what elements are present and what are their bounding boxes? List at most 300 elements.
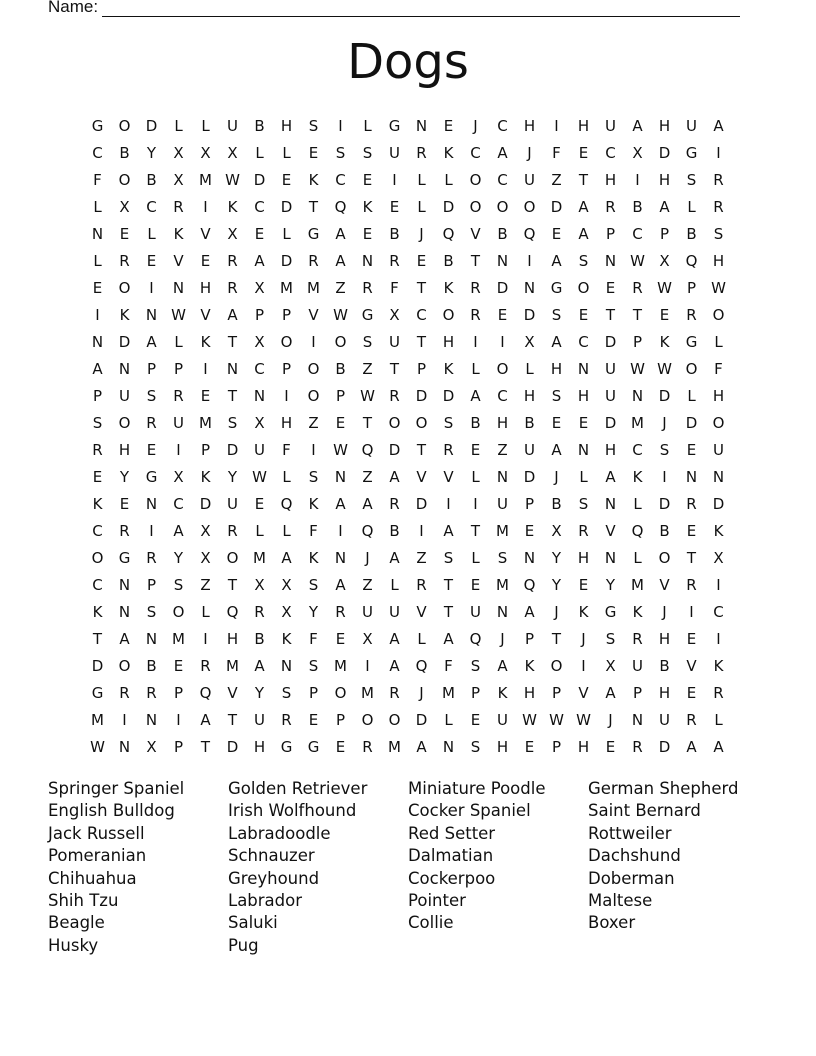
grid-letter: T xyxy=(416,440,427,459)
grid-letter: R xyxy=(713,683,724,702)
grid-letter: K xyxy=(227,197,238,216)
grid-letter: H xyxy=(253,737,266,756)
word-list-item: Pointer xyxy=(408,890,466,910)
grid-letter: N xyxy=(577,440,590,459)
grid-letter: R xyxy=(146,413,157,432)
grid-letter: S xyxy=(308,467,319,486)
grid-letter: O xyxy=(307,359,320,378)
grid-letter: A xyxy=(632,116,643,135)
grid-letter: B xyxy=(632,197,643,216)
grid-letter: T xyxy=(470,521,481,540)
grid-letter: A xyxy=(659,197,670,216)
grid-letter: C xyxy=(497,170,508,189)
grid-letter: V xyxy=(443,467,454,486)
name-underline xyxy=(102,0,740,17)
grid-letter: E xyxy=(470,440,481,459)
grid-letter: R xyxy=(119,683,130,702)
grid-letter: D xyxy=(280,197,293,216)
grid-letter: W xyxy=(225,170,240,189)
grid-letter: H xyxy=(523,386,536,405)
grid-letter: Q xyxy=(523,575,536,594)
grid-letter: U xyxy=(389,143,400,162)
grid-letter: T xyxy=(632,305,643,324)
grid-letter: R xyxy=(470,305,481,324)
grid-letter: T xyxy=(227,710,238,729)
grid-letter: F xyxy=(714,359,723,378)
grid-letter: R xyxy=(227,251,238,270)
grid-letter: L xyxy=(282,467,291,486)
grid-letter: H xyxy=(658,170,671,189)
grid-letter: N xyxy=(712,467,725,486)
grid-letter: O xyxy=(415,413,428,432)
grid-letter: T xyxy=(362,413,373,432)
grid-letter: L xyxy=(633,494,642,513)
grid-letter: O xyxy=(577,278,590,297)
grid-letter: Y xyxy=(551,548,562,567)
grid-letter: R xyxy=(281,710,292,729)
grid-letter: I xyxy=(527,251,532,270)
grid-letter: K xyxy=(92,494,103,513)
grid-letter: U xyxy=(389,332,400,351)
grid-letter: O xyxy=(442,305,455,324)
grid-letter: R xyxy=(686,575,697,594)
grid-letter: P xyxy=(524,494,535,513)
grid-letter: X xyxy=(389,305,400,324)
grid-letter: U xyxy=(524,170,535,189)
grid-letter: R xyxy=(362,278,373,297)
grid-letter: W xyxy=(90,737,105,756)
grid-letter: D xyxy=(226,440,239,459)
grid-letter: L xyxy=(714,332,723,351)
grid-letter: D xyxy=(388,440,401,459)
grid-letter: B xyxy=(389,224,400,243)
grid-letter: A xyxy=(713,116,724,135)
word-list-item: Greyhound xyxy=(228,868,320,888)
grid-letter: N xyxy=(523,548,536,567)
grid-letter: X xyxy=(200,143,211,162)
grid-letter: V xyxy=(659,575,670,594)
grid-letter: W xyxy=(522,710,537,729)
grid-letter: S xyxy=(443,548,454,567)
grid-letter: E xyxy=(92,467,103,486)
grid-letter: R xyxy=(119,521,130,540)
grid-letter: A xyxy=(335,251,346,270)
grid-letter: P xyxy=(92,386,103,405)
grid-letter: J xyxy=(473,116,478,135)
grid-letter: H xyxy=(577,116,590,135)
grid-letter: X xyxy=(659,251,670,270)
grid-letter: W xyxy=(657,359,672,378)
grid-letter: P xyxy=(416,359,427,378)
grid-letter: Q xyxy=(361,440,374,459)
grid-letter: E xyxy=(470,710,481,729)
grid-row xyxy=(84,679,732,706)
grid-letter: R xyxy=(632,737,643,756)
grid-letter: C xyxy=(497,386,508,405)
grid-letter: M xyxy=(253,548,266,567)
grid-letter: T xyxy=(200,737,211,756)
grid-letter: R xyxy=(416,575,427,594)
grid-letter: N xyxy=(631,386,644,405)
grid-letter: V xyxy=(470,224,481,243)
grid-letter: D xyxy=(415,494,428,513)
grid-letter: E xyxy=(362,170,373,189)
grid-letter: M xyxy=(496,521,509,540)
grid-letter: A xyxy=(92,359,103,378)
grid-letter: I xyxy=(122,710,127,729)
grid-letter: L xyxy=(471,467,480,486)
grid-letter: X xyxy=(254,413,265,432)
grid-letter: Y xyxy=(146,143,157,162)
grid-row xyxy=(84,301,732,328)
grid-letter: L xyxy=(390,575,399,594)
grid-letter: R xyxy=(389,251,400,270)
grid-letter: L xyxy=(687,197,696,216)
grid-letter: G xyxy=(685,332,698,351)
grid-letter: P xyxy=(173,737,184,756)
grid-letter: M xyxy=(91,710,104,729)
grid-letter: P xyxy=(605,224,616,243)
grid-letter: D xyxy=(442,197,455,216)
grid-letter: N xyxy=(604,548,617,567)
grid-letter: E xyxy=(524,737,535,756)
grid-letter: N xyxy=(145,494,158,513)
grid-letter: S xyxy=(362,332,373,351)
grid-row xyxy=(84,652,732,679)
grid-letter: S xyxy=(308,656,319,675)
grid-letter: K xyxy=(92,602,103,621)
grid-letter: S xyxy=(470,656,481,675)
grid-letter: D xyxy=(658,494,671,513)
grid-letter: J xyxy=(581,629,586,648)
grid-letter: O xyxy=(226,548,239,567)
grid-letter: A xyxy=(227,305,238,324)
grid-letter: F xyxy=(309,629,318,648)
grid-letter: U xyxy=(659,710,670,729)
grid-letter: S xyxy=(173,575,184,594)
grid-letter: Y xyxy=(308,602,319,621)
grid-letter: P xyxy=(632,332,643,351)
grid-letter: Q xyxy=(361,521,374,540)
page-title: Dogs xyxy=(347,34,469,90)
grid-letter: X xyxy=(713,548,724,567)
grid-letter: I xyxy=(176,440,181,459)
grid-letter: E xyxy=(443,116,454,135)
grid-letter: T xyxy=(227,386,238,405)
grid-letter: I xyxy=(149,278,154,297)
grid-letter: M xyxy=(199,170,212,189)
grid-letter: O xyxy=(496,359,509,378)
grid-letter: U xyxy=(227,116,238,135)
grid-letter: R xyxy=(686,710,697,729)
grid-letter: U xyxy=(632,656,643,675)
grid-letter: E xyxy=(605,737,616,756)
grid-letter: K xyxy=(308,170,319,189)
grid-letter: N xyxy=(226,359,239,378)
grid-letter: X xyxy=(605,656,616,675)
grid-letter: B xyxy=(497,224,508,243)
grid-letter: C xyxy=(146,197,157,216)
grid-letter: I xyxy=(662,467,667,486)
grid-letter: I xyxy=(338,521,343,540)
grid-letter: C xyxy=(605,143,616,162)
grid-letter: F xyxy=(390,278,399,297)
grid-letter: F xyxy=(444,656,453,675)
grid-letter: A xyxy=(119,629,130,648)
grid-letter: F xyxy=(93,170,102,189)
grid-letter: H xyxy=(658,629,671,648)
grid-row xyxy=(84,517,732,544)
grid-letter: X xyxy=(146,737,157,756)
grid-letter: W xyxy=(630,251,645,270)
grid-letter: R xyxy=(686,305,697,324)
grid-letter: O xyxy=(388,413,401,432)
grid-letter: W xyxy=(657,278,672,297)
grid-letter: B xyxy=(470,413,481,432)
grid-letter: T xyxy=(578,170,589,189)
grid-letter: P xyxy=(146,575,157,594)
grid-letter: S xyxy=(92,413,103,432)
grid-letter: U xyxy=(173,413,184,432)
grid-letter: U xyxy=(605,386,616,405)
grid-row xyxy=(84,409,732,436)
grid-letter: C xyxy=(578,332,589,351)
grid-letter: U xyxy=(362,602,373,621)
grid-letter: Z xyxy=(362,575,373,594)
grid-letter: T xyxy=(416,332,427,351)
grid-letter: M xyxy=(631,413,644,432)
grid-letter: R xyxy=(92,440,103,459)
grid-letter: U xyxy=(605,116,616,135)
grid-letter: O xyxy=(91,548,104,567)
grid-letter: G xyxy=(361,305,374,324)
grid-letter: E xyxy=(281,170,292,189)
grid-letter: O xyxy=(334,683,347,702)
grid-letter: S xyxy=(443,413,454,432)
grid-letter: C xyxy=(335,170,346,189)
grid-letter: G xyxy=(91,683,104,702)
grid-letter: H xyxy=(658,116,671,135)
grid-letter: O xyxy=(118,413,131,432)
grid-letter: H xyxy=(712,251,725,270)
grid-letter: J xyxy=(419,224,424,243)
word-list-item: Doberman xyxy=(588,868,675,888)
grid-letter: Q xyxy=(280,494,293,513)
grid-letter: D xyxy=(226,737,239,756)
name-field xyxy=(48,0,740,17)
grid-letter: H xyxy=(658,683,671,702)
grid-letter: N xyxy=(280,656,293,675)
grid-letter: Z xyxy=(497,440,508,459)
grid-letter: X xyxy=(524,332,535,351)
grid-letter: K xyxy=(443,143,454,162)
grid-letter: J xyxy=(527,143,532,162)
word-list-item: Maltese xyxy=(588,890,653,910)
word-list-item: Miniature Poodle xyxy=(408,779,546,798)
grid-letter: X xyxy=(632,143,643,162)
grid-letter: R xyxy=(146,683,157,702)
grid-letter: Y xyxy=(119,467,130,486)
word-list-item: Jack Russell xyxy=(48,823,145,843)
grid-letter: C xyxy=(632,440,643,459)
grid-letter: D xyxy=(145,116,158,135)
grid-letter: T xyxy=(551,629,562,648)
grid-letter: V xyxy=(200,224,211,243)
word-list xyxy=(48,778,788,957)
grid-letter: Z xyxy=(362,467,373,486)
grid-letter: W xyxy=(333,305,348,324)
word-list-item: Saint Bernard xyxy=(588,801,701,821)
grid-letter: H xyxy=(199,278,212,297)
grid-letter: E xyxy=(578,305,589,324)
grid-letter: M xyxy=(388,737,401,756)
word-column xyxy=(228,778,408,957)
grid-letter: N xyxy=(145,305,158,324)
grid-letter: R xyxy=(389,386,400,405)
grid-letter: X xyxy=(173,170,184,189)
grid-letter: I xyxy=(176,710,181,729)
grid-letter: Q xyxy=(442,224,455,243)
grid-letter: K xyxy=(443,359,454,378)
grid-letter: P xyxy=(551,683,562,702)
grid-letter: U xyxy=(470,602,481,621)
grid-letter: S xyxy=(470,737,481,756)
grid-letter: G xyxy=(307,224,320,243)
grid-letter: N xyxy=(496,251,509,270)
grid-letter: T xyxy=(92,629,103,648)
grid-letter: N xyxy=(361,251,374,270)
grid-letter: J xyxy=(554,467,559,486)
grid-letter: O xyxy=(172,602,185,621)
grid-letter: G xyxy=(307,737,320,756)
grid-letter: E xyxy=(686,629,697,648)
grid-letter: O xyxy=(118,116,131,135)
grid-letter: O xyxy=(118,170,131,189)
grid-letter: D xyxy=(496,278,509,297)
grid-letter: P xyxy=(308,683,319,702)
grid-letter: C xyxy=(173,494,184,513)
grid-letter: T xyxy=(416,278,427,297)
grid-letter: A xyxy=(551,332,562,351)
grid-letter: F xyxy=(552,143,561,162)
grid-letter: N xyxy=(577,359,590,378)
grid-letter: P xyxy=(335,386,346,405)
grid-letter: H xyxy=(226,629,239,648)
grid-letter: W xyxy=(171,305,186,324)
grid-letter: R xyxy=(173,197,184,216)
grid-letter: A xyxy=(443,521,454,540)
grid-row xyxy=(84,274,732,301)
grid-letter: S xyxy=(551,305,562,324)
grid-letter: N xyxy=(172,278,185,297)
grid-letter: C xyxy=(632,224,643,243)
grid-letter: P xyxy=(173,683,184,702)
grid-letter: O xyxy=(334,332,347,351)
grid-letter: I xyxy=(311,332,316,351)
grid-letter: C xyxy=(254,197,265,216)
grid-letter: K xyxy=(443,278,454,297)
grid-letter: U xyxy=(389,602,400,621)
grid-row xyxy=(84,544,732,571)
grid-letter: A xyxy=(605,467,616,486)
grid-letter: R xyxy=(470,278,481,297)
grid-letter: L xyxy=(417,629,426,648)
grid-letter: Q xyxy=(415,656,428,675)
grid-letter: T xyxy=(308,197,319,216)
grid-letter: E xyxy=(254,494,265,513)
grid-letter: H xyxy=(442,332,455,351)
grid-letter: O xyxy=(712,413,725,432)
grid-letter: A xyxy=(578,224,589,243)
grid-letter: K xyxy=(578,602,589,621)
grid-letter: K xyxy=(173,224,184,243)
grid-letter: X xyxy=(254,278,265,297)
grid-letter: C xyxy=(254,359,265,378)
word-list-item: German Shepherd xyxy=(588,779,739,798)
grid-letter: S xyxy=(362,143,373,162)
grid-letter: K xyxy=(308,494,319,513)
grid-letter: X xyxy=(173,467,184,486)
grid-letter: E xyxy=(308,143,319,162)
grid-letter: D xyxy=(685,413,698,432)
grid-letter: H xyxy=(523,683,536,702)
grid-letter: Q xyxy=(199,683,212,702)
grid-letter: A xyxy=(362,494,373,513)
grid-letter: O xyxy=(361,710,374,729)
grid-letter: P xyxy=(281,359,292,378)
grid-letter: E xyxy=(416,251,427,270)
grid-letter: L xyxy=(363,116,372,135)
grid-letter: E xyxy=(173,656,184,675)
grid-letter: I xyxy=(473,494,478,513)
grid-letter: V xyxy=(605,521,616,540)
word-column xyxy=(48,778,228,957)
word-list-item: Chihuahua xyxy=(48,868,137,888)
grid-letter: S xyxy=(308,575,319,594)
grid-letter: X xyxy=(227,143,238,162)
grid-letter: G xyxy=(550,278,563,297)
grid-letter: Q xyxy=(685,251,698,270)
grid-letter: R xyxy=(227,278,238,297)
grid-letter: E xyxy=(146,440,157,459)
grid-letter: E xyxy=(335,629,346,648)
grid-row xyxy=(84,598,732,625)
name-label: Name: xyxy=(48,0,99,16)
grid-letter: T xyxy=(389,359,400,378)
grid-letter: B xyxy=(254,116,265,135)
grid-letter: E xyxy=(686,683,697,702)
grid-letter: V xyxy=(416,602,427,621)
word-list-item: Cockerpoo xyxy=(408,868,496,888)
word-list-item: Husky xyxy=(48,935,99,955)
grid-letter: P xyxy=(281,305,292,324)
grid-letter: K xyxy=(281,629,292,648)
grid-letter: K xyxy=(713,521,724,540)
grid-letter: I xyxy=(581,656,586,675)
grid-letter: O xyxy=(307,386,320,405)
grid-letter: H xyxy=(496,737,509,756)
grid-letter: D xyxy=(91,656,104,675)
grid-letter: N xyxy=(523,278,536,297)
grid-letter: R xyxy=(335,602,346,621)
grid-letter: H xyxy=(496,413,509,432)
grid-letter: M xyxy=(172,629,185,648)
grid-letter: I xyxy=(635,170,640,189)
grid-letter: Q xyxy=(334,197,347,216)
grid-letter: L xyxy=(444,170,453,189)
grid-letter: B xyxy=(335,359,346,378)
grid-letter: J xyxy=(365,548,370,567)
